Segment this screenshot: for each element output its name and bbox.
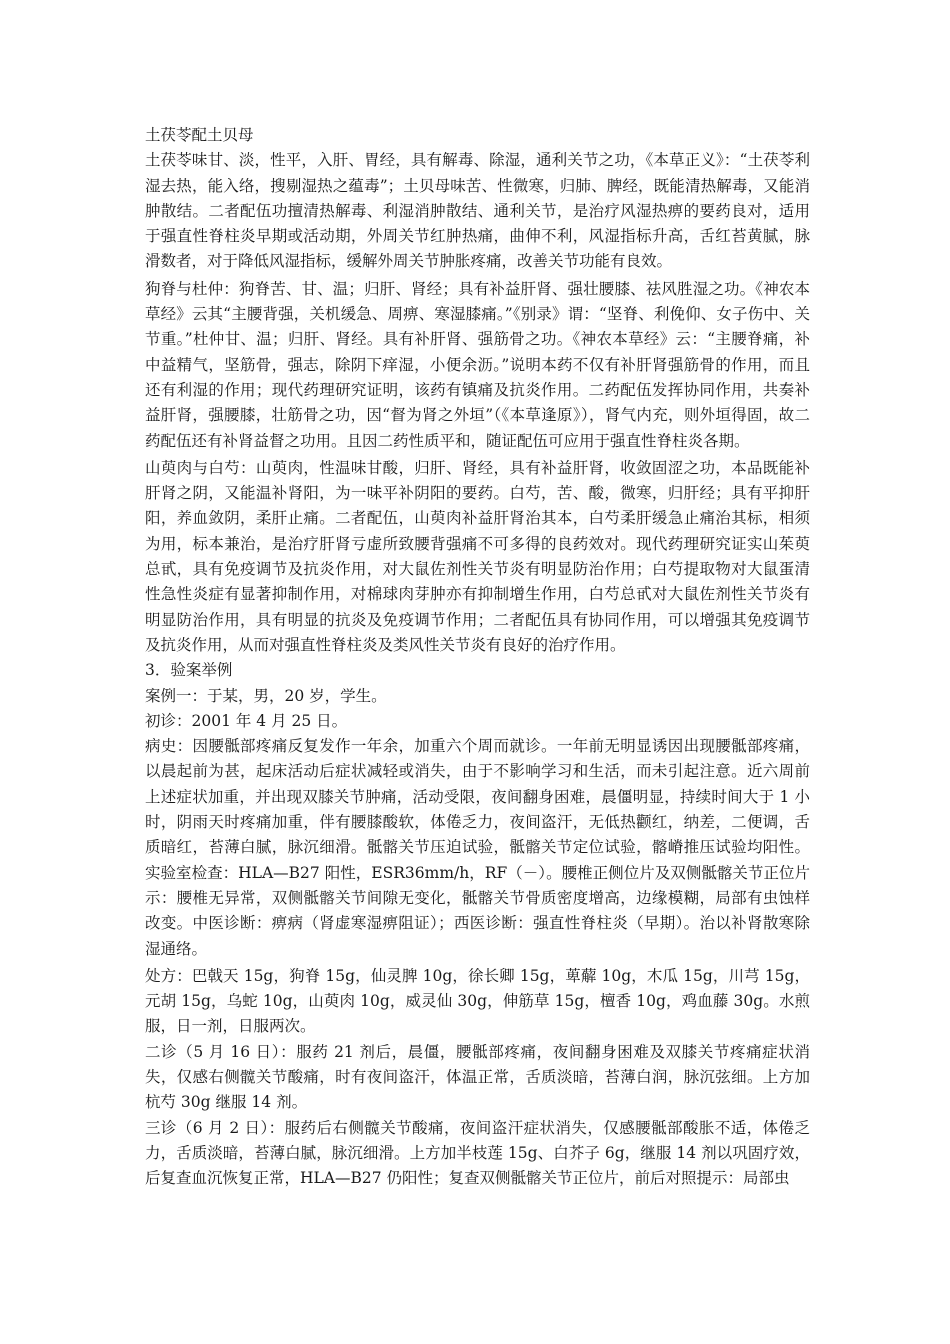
section-title: 土茯苓配土贝母: [145, 126, 254, 144]
second-visit: 二诊（5 月 16 日）：服药 21 剂后，晨僵，腰骶部疼痛，夜间翻身困难及双膝关节疼痛症状消失，仅感右侧髋关节酸痛，时有夜间盗汗，体温正常，舌质淡暗，苔薄白润，脉沉弦细。上方加杭芍 30g 继服 14 剂。: [145, 1042, 810, 1112]
paragraph-shanyurou-baishao: 山萸肉与白芍：山萸肉，性温味甘酸，归肝、肾经，具有补益肝肾，收敛固涩之功，本品既能补肝肾之阴，又能温补肾阳，为一味平补阴阳的要药。白芍，苦、酸，微寒，归肝经；具有平抑肝阳，养血敛阴，柔肝止痛。二者配伍，山萸肉补益肝肾治其本，白芍柔肝缓急止痛治其标，相须为用，标本兼治，是治疗肝肾亏虚所致腰背强痛不可多得的良药效对。现代药理研究证实山茱萸总甙，具有免疫调节及抗炎作用，对大鼠佐剂性关节炎有明显防治作用；白芍提取物对大鼠蛋清性急性炎症有显著抑制作用，对棉球肉芽肿亦有抑制增生作用，白芍总甙对大鼠佐剂性关节炎有明显防治作用，具有明显的抗炎及免疫调节作用；二者配伍具有协同作用，可以增强其免疫调节及抗炎作用，从而对强直性脊柱炎及类风性关节炎有良好的治疗作用。: [145, 458, 810, 654]
section-heading-cases: 3．验案举例: [145, 661, 233, 680]
paragraph-gouji-duzhong: 狗脊与杜仲：狗脊苦、甘、温；归肝、肾经；具有补益肝肾、强壮腰膝、祛风胜湿之功。《神农本草经》云其“主腰背强，关机缓急、周痹、寒湿膝痛。”《别录》谓：“坚脊、利俛仰、女子伤中、关节重。”杜仲甘、温；归肝、肾经。具有补肝肾、强筋骨之功。《神农本草经》云：“主腰脊痛，补中益精气，坚筋骨，强志，除阴下痒湿，小便余沥。”说明本药不仅有补肝肾强筋骨的作用，而且还有利湿的作用；现代药理研究证明，该药有镇痛及抗炎作用。二药配伍发挥协同作用，共奏补益肝肾，强腰膝，壮筋骨之功，因“督为肾之外垣”（《本草逢原》），肾气内充，则外垣得固，故二药配伍还有补肾益督之功用。且因二药性质平和，随证配伍可应用于强直性脊柱炎各期。: [145, 279, 810, 450]
first-visit-date: 初诊：2001 年 4 月 25 日。: [145, 711, 348, 730]
paragraph-tufuling: 土茯苓味甘、淡，性平，入肝、胃经，具有解毒、除湿，通利关节之功，《本草正义》：“土茯苓利湿去热，能入络，搜剔湿热之蕴毒”；土贝母味苦、性微寒，归肺、脾经，既能清热解毒，又能消肿散结。二者配伍功擅清热解毒、利湿消肿散结、通利关节，是治疗风湿热痹的要药良对，适用于强直性脊柱炎早期或活动期，外周关节红肿热痛，曲伸不利，风湿指标升高，舌红苔黄腻，脉滑数者，对于降低风湿指标，缓解外周关节肿胀疼痛，改善关节功能有良效。: [145, 151, 810, 271]
case-intro: 案例一：于某，男，20 岁，学生。: [145, 686, 387, 705]
prescription: 处方：巴戟天 15g，狗脊 15g，仙灵脾 10g，徐长卿 15g，萆薢 10g，木瓜 15g，川芎 15g，元胡 15g，乌蛇 10g，山萸肉 10g，威灵仙 30g，伸筋草 15g，檀香 10g，鸡血藤 30g。水煎服，日一剂，日服两次。: [145, 966, 810, 1036]
third-visit: 三诊（6 月 2 日）：服药后右侧髋关节酸痛，夜间盗汗症状消失，仅感腰骶部酸胀不适，体倦乏力，舌质淡暗，苔薄白腻，脉沉细滑。上方加半枝莲 15g、白芥子 6g，继服 14 剂以巩固疗效，后复查血沉恢复正常，HLA—B27 仍阳性；复查双侧骶髂关节正位片，前后对照提示：局部虫: [145, 1118, 810, 1188]
document-page: [145, 123, 810, 1191]
medical-history: 病史：因腰骶部疼痛反复发作一年余，加重六个周而就诊。一年前无明显诱因出现腰骶部疼痛，以晨起前为甚，起床活动后症状减轻或消失，由于不影响学习和生活，而未引起注意。近六周前上述症状加重，并出现双膝关节肿痛，活动受限，夜间翻身困难，晨僵明显，持续时间大于 1 小时，阴雨天时疼痛加重，伴有腰膝酸软，体倦乏力，夜间盗汗，无低热颧红，纳差，二便调，舌质暗红，苔薄白腻，脉沉细滑。骶髂关节压迫试验，骶髂关节定位试验，髂嵴推压试验均阳性。实验室检查：HLA—B27 阳性，ESR36mm/h，RF（－）。腰椎正侧位片及双侧骶髂关节正位片示：腰椎无异常，双侧骶髂关节间隙无变化，骶髂关节骨质密度增高，边缘模糊，局部有虫蚀样改变。中医诊断：痹病（肾虚寒湿痹阻证）；西医诊断：强直性脊柱炎（早期）。治以补肾散寒除湿通络。: [145, 737, 810, 958]
